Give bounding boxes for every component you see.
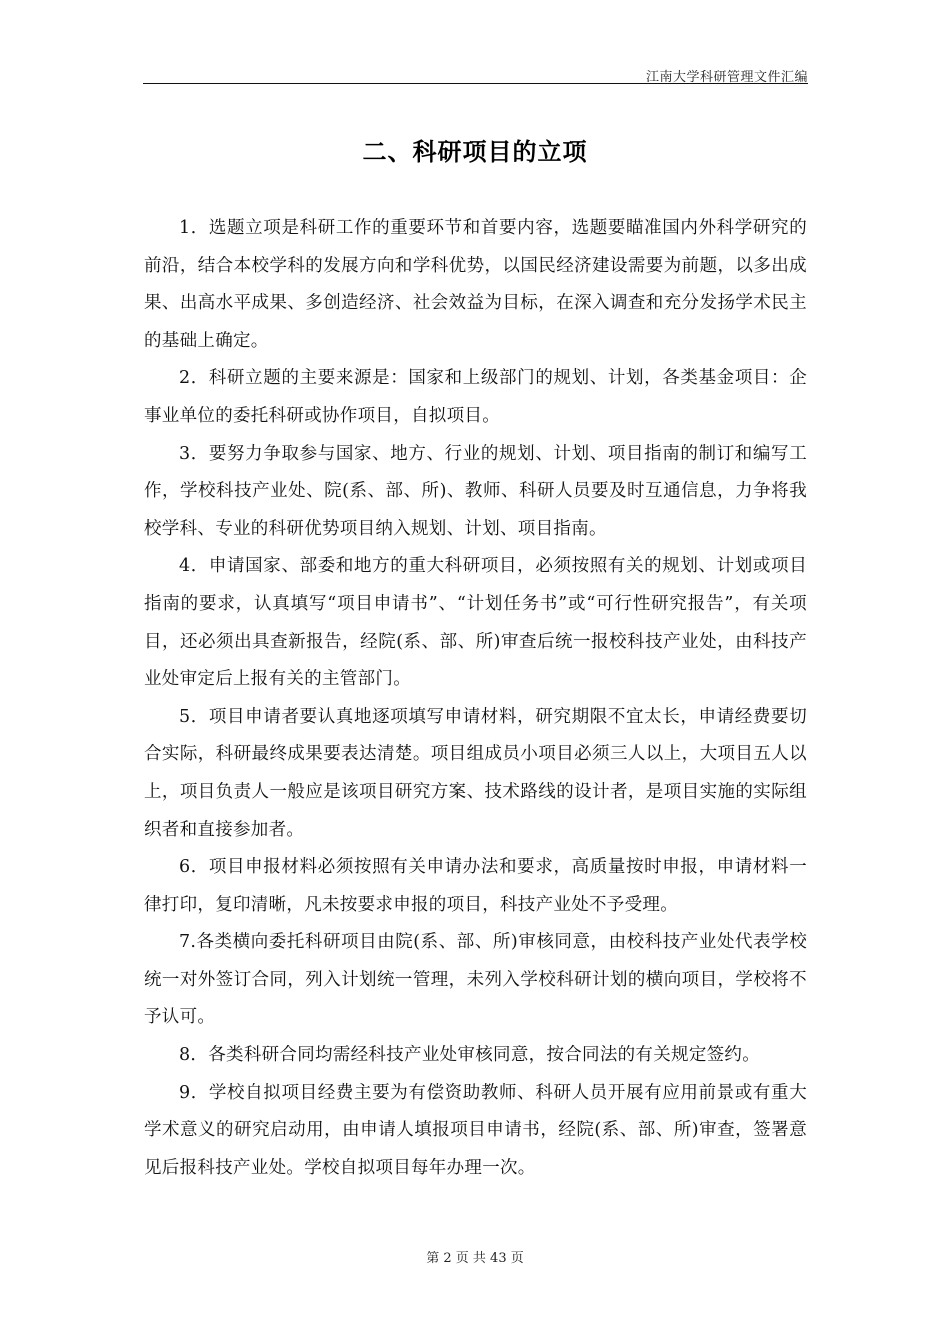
paragraph-5: 5．项目申请者要认真地逐项填写申请材料，研究期限不宜太长，申请经费要切合实际，科研最终成果要表达清楚。项目组成员小项目必须三人以上，大项目五人以上，项目负责人一般应是该项目研究方案、技术路线的设计者，是项目实施的实际组织者和直接参加者。 bbox=[144, 706, 807, 840]
paragraph-7: 7.各类横向委托科研项目由院(系、部、所)审核同意，由校科技产业处代表学校统一对外签订合同，列入计划统一管理，未列入学校科研计划的横向项目，学校将不予认可。 bbox=[144, 932, 807, 1028]
paragraph-3: 3．要努力争取参与国家、地方、行业的规划、计划、项目指南的制订和编写工作，学校科技产业处、院(系、部、所)、教师、科研人员要及时互通信息，力争将我校学科、专业的科研优势项目纳入规划、计划、项目指南。 bbox=[144, 443, 807, 539]
paragraph-1: 1．选题立项是科研工作的重要环节和首要内容，选题要瞄准国内外科学研究的前沿，结合本校学科的发展方向和学科优势，以国民经济建设需要为前题，以多出成果、出高水平成果、多创造经济、社会效益为目标，在深入调查和充分发扬学术民主的基础上确定。 bbox=[144, 218, 807, 351]
page-number-footer: 第 2 页 共 43 页 bbox=[426, 1251, 524, 1266]
paragraph-9: 9．学校自拟项目经费主要为有偿资助教师、科研人员开展有应用前景或有重大学术意义的研究启动用，由申请人填报项目申请书，经院(系、部、所)审查，签署意见后报科技产业处。学校自拟项目每年办理一次。 bbox=[144, 1082, 807, 1178]
header-divider bbox=[143, 83, 808, 84]
document-body bbox=[144, 210, 807, 1187]
running-header: 江南大学科研管理文件汇编 bbox=[645, 70, 808, 85]
paragraph-8: 8．各类科研合同均需经科技产业处审核同意，按合同法的有关规定签约。 bbox=[179, 1045, 761, 1066]
section-title: 二、科研项目的立项 bbox=[362, 138, 588, 166]
paragraph-2: 2．科研立题的主要来源是：国家和上级部门的规划、计划，各类基金项目：企事业单位的委托科研或协作项目，自拟项目。 bbox=[144, 368, 807, 426]
paragraph-4: 4．申请国家、部委和地方的重大科研项目，必须按照有关的规划、计划或项目指南的要求，认真填写“项目申请书”、“计划任务书”或“可行性研究报告”，有关项目，还必须出具查新报告，经院(系、部、所)审查后统一报校科技产业处，由科技产业处审定后上报有关的主管部门。 bbox=[144, 556, 807, 690]
paragraph-6: 6．项目申报材料必须按照有关申请办法和要求，高质量按时申报，申请材料一律打印，复印清晰，凡未按要求申报的项目，科技产业处不予受理。 bbox=[144, 857, 807, 915]
